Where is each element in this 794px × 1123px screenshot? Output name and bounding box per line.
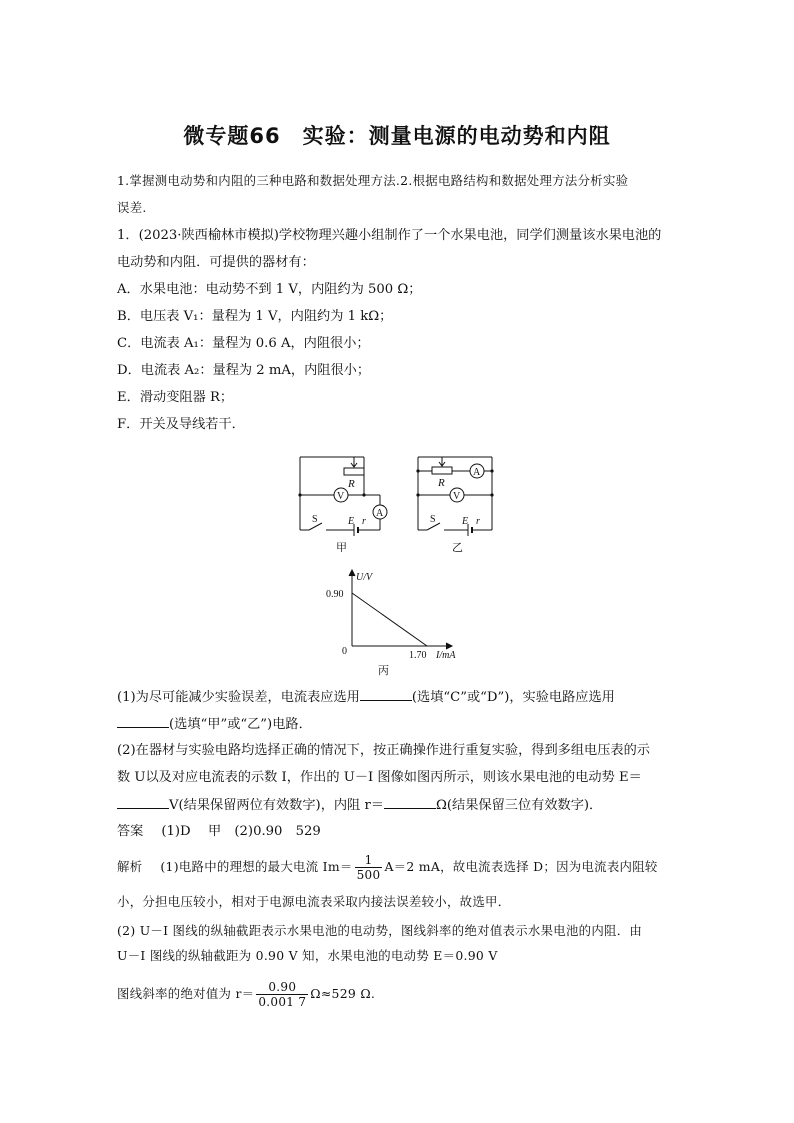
page-title: 微专题66 实验：测量电源的电动势和内阻 xyxy=(183,124,611,148)
graph-x-intercept: 1.70 xyxy=(409,650,427,661)
answer-blank-3[interactable] xyxy=(117,796,169,809)
fraction-resistance xyxy=(256,980,308,1009)
graph-x-axis-label: I/mA xyxy=(436,650,456,661)
analysis-line-1 xyxy=(117,853,682,882)
part-1-line-1 xyxy=(117,688,682,707)
bing-label: 丙 xyxy=(378,665,389,677)
analysis-label: 解析 xyxy=(117,859,143,874)
jia-label-a: A xyxy=(376,508,384,519)
part-1-text-b: (选填“C”或“D”)，实验电路应选用 xyxy=(411,690,615,705)
jia-label-e: E xyxy=(348,516,355,527)
analysis-line-2: 小，分担电压较小，相对于电源电流表采取内接法误差较小，故选甲． xyxy=(117,894,511,909)
answer-content: (1)D 甲 (2)0.90 529 xyxy=(161,824,321,839)
circuit-diagram-jia xyxy=(292,452,392,552)
question-stem-1: 1．(2023·陕西榆林市模拟)学校物理兴趣小组制作了一个水果电池，同学们测量该水果电池的 xyxy=(117,228,662,243)
yi-label-a: A xyxy=(473,467,481,478)
yi-label-s: S xyxy=(430,514,436,525)
fraction-numerator: 1 xyxy=(355,853,383,868)
option-d: D．电流表 A₂：量程为 2 mA，内阻很小； xyxy=(117,363,371,378)
yi-label-e: E xyxy=(462,516,469,527)
option-e: E．滑动变阻器 R； xyxy=(117,390,234,405)
analysis-text-1b: A＝2 mA，故电流表选择 D；因为电流表内阻较 xyxy=(384,859,658,874)
circuit-diagram-yi xyxy=(410,452,510,552)
fraction-numerator: 0.90 xyxy=(256,980,308,995)
question-stem-2: 电动势和内阻．可提供的器材有： xyxy=(117,255,315,270)
answer-blank-1[interactable] xyxy=(360,688,412,701)
graph-line xyxy=(352,593,427,646)
fraction-denominator: 500 xyxy=(356,868,381,882)
graph-origin: 0 xyxy=(342,646,347,657)
yi-label: 乙 xyxy=(452,542,463,552)
objective-line-1: 1.掌握测电动势和内阻的三种电路和数据处理方法.2.根据电路结构和数据处理方法分析实验 xyxy=(117,173,629,188)
option-a: A．水果电池：电动势不到 1 V，内阻约为 500 Ω； xyxy=(117,282,422,297)
answer-line xyxy=(117,823,682,841)
yi-label-v: V xyxy=(453,491,461,502)
option-f: F．开关及导线若干． xyxy=(117,417,245,432)
jia-label-r: r xyxy=(362,516,366,527)
yi-label-r: r xyxy=(476,516,480,527)
jia-label-v: V xyxy=(337,491,345,502)
fraction-denominator: 0.001 7 xyxy=(258,995,307,1009)
analysis-text-5b: Ω≈529 Ω. xyxy=(310,986,376,1001)
analysis-line-4: U－I 图线的纵轴截距为 0.90 V 知，水果电池的电动势 E＝0.90 V xyxy=(117,948,498,963)
analysis-text-1a: (1)电路中的理想的最大电流 Im＝ xyxy=(160,859,353,874)
jia-label: 甲 xyxy=(336,542,347,552)
graph-y-intercept: 0.90 xyxy=(326,589,344,600)
jia-label-s: S xyxy=(312,514,318,525)
option-c: C．电流表 A₁：量程为 0.6 A，内阻很小； xyxy=(117,336,370,351)
analysis-text-5a: 图线斜率的绝对值为 r＝ xyxy=(117,986,255,1001)
part-1-line-2 xyxy=(117,715,682,734)
part-1-text-a: (1)为尽可能减少实验误差，电流表应选用 xyxy=(117,690,360,705)
part-2-line-2: 数 U以及对应电流表的示数 I，作出的 U－I 图像如图丙所示，则该水果电池的电动势 E＝ xyxy=(117,770,642,785)
yi-label-r-rheostat: R xyxy=(438,477,445,489)
analysis-line-5 xyxy=(117,980,682,1009)
answer-blank-2[interactable] xyxy=(117,715,169,728)
fraction-max-current xyxy=(355,853,383,882)
analysis-line-3: (2) U－I 图线的纵轴截距表示水果电池的电动势，图线斜率的绝对值表示水果电池的内阻．由 xyxy=(117,923,643,938)
part-1-text-c: (选填“甲”或“乙”)电路． xyxy=(169,717,312,732)
part-2-line-1: (2)在器材与实验电路均选择正确的情况下，按正确操作进行重复实验，得到多组电压表的示 xyxy=(117,743,650,758)
answer-blank-4[interactable] xyxy=(384,796,436,809)
option-b: B．电压表 V₁：量程为 1 V，内阻约为 1 kΩ； xyxy=(117,309,393,324)
objective-line-2: 误差. xyxy=(117,200,147,215)
part-2-text-d: Ω(结果保留三位有效数字)． xyxy=(435,798,603,813)
part-2-line-3 xyxy=(117,796,682,815)
jia-label-r-rheostat: R xyxy=(348,478,355,490)
ui-graph-bing xyxy=(322,566,472,680)
part-2-text-c: V(结果保留两位有效数字)，内阻 r＝ xyxy=(169,798,384,813)
graph-y-axis-label: U/V xyxy=(356,572,373,583)
answer-label: 答案 xyxy=(117,824,144,839)
